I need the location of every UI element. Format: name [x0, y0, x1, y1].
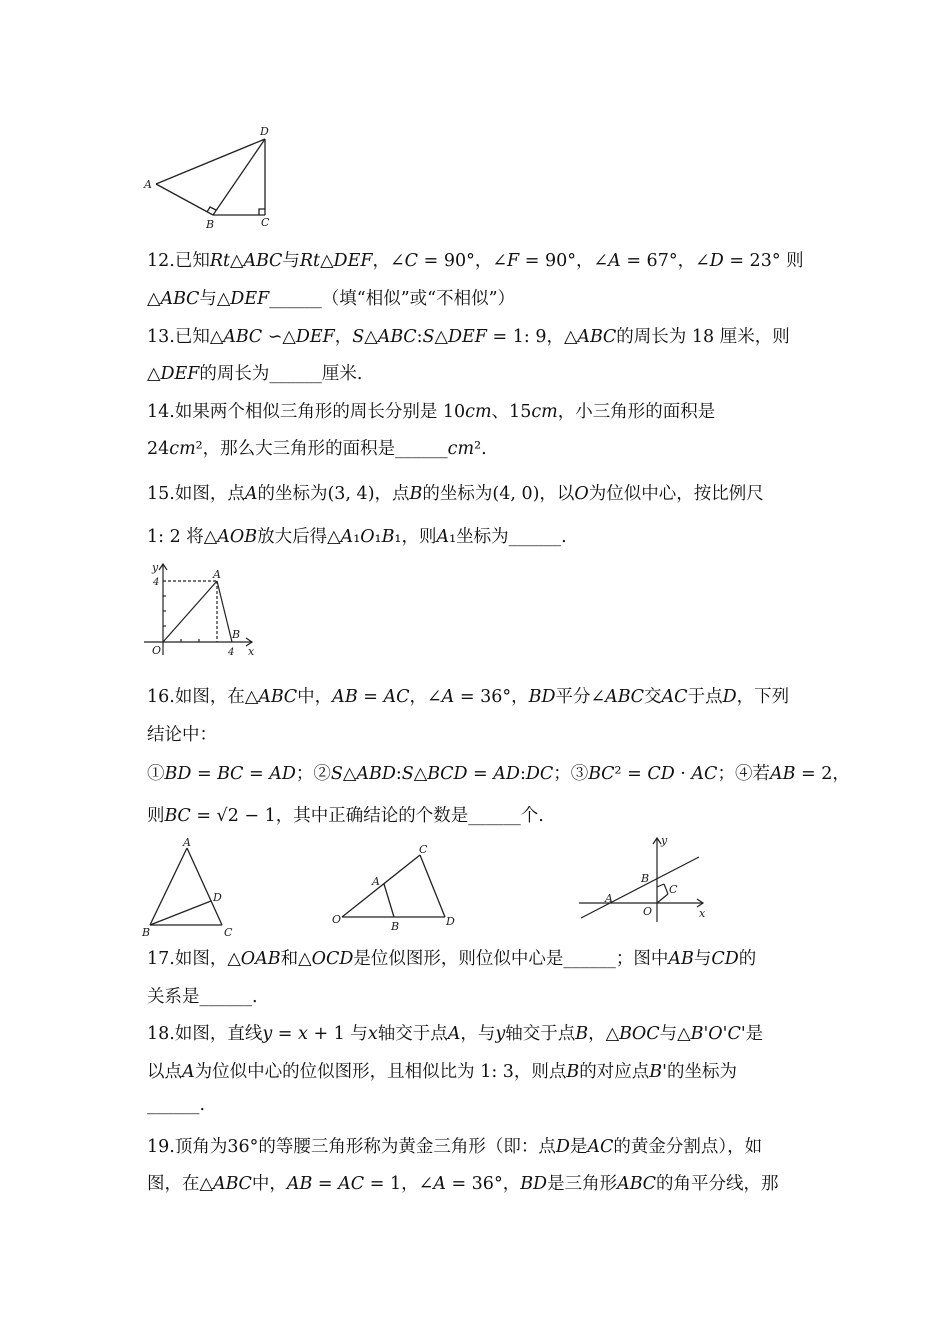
q15-line1: 15.如图，点𝐴的坐标为(3, 4)，点𝐵的坐标为(4, 0)，以𝑂为位似中心，按比例尺	[147, 484, 764, 504]
q17-line1: 17.如图，△𝑂𝐴𝐵和△𝑂𝐶𝐷是位似图形，则位似中心是______；图中𝐴𝐵与𝐶𝐷的	[147, 949, 757, 969]
label-o: O	[643, 905, 653, 918]
q18-line2: 以点𝐴为位似中心的位似图形，且相似比为 1: 3，则点𝐵的对应点𝐵'的坐标为	[147, 1062, 737, 1082]
q16-line1: 16.如图，在△𝐴𝐵𝐶中，𝐴𝐵 = 𝐴𝐶，∠𝐴 = 36°，𝐵𝐷平分∠𝐴𝐵𝐶交𝐴𝐶于点𝐷，下列	[147, 687, 790, 707]
q16-line3: ①𝐵𝐷 = 𝐵𝐶 = 𝐴𝐷；②𝑆△𝐴𝐵𝐷:𝑆△𝐵𝐶𝐷 = 𝐴𝐷:𝐷𝐶；③𝐵𝐶² = 𝐶𝐷 · 𝐴𝐶；④若𝐴𝐵 = 2，	[147, 764, 850, 784]
q12-line2: △𝐴𝐵𝐶与△𝐷𝐸𝐹______（填“相似”或“不相似”）	[147, 289, 516, 309]
tick-y-4: 4	[153, 577, 160, 588]
q18-line3: ______.	[147, 1095, 206, 1115]
axis-y-label: y	[661, 834, 668, 847]
figure-line-axes	[575, 832, 715, 927]
label-b: B	[391, 920, 400, 933]
q19-line1: 19.顶角为36°的等腰三角形称为黄金三角形（即：点𝐷是𝐴𝐶的黄金分割点），如	[147, 1137, 763, 1157]
axis-x-label: x	[699, 907, 706, 920]
q14-line1: 14.如果两个相似三角形的周长分别是 10𝑐𝑚、15𝑐𝑚，小三角形的面积是	[147, 402, 716, 422]
label-a: A	[213, 568, 221, 581]
label-o: O	[332, 913, 342, 926]
figure-homothetic-triangles	[330, 840, 460, 935]
label-b: B	[232, 628, 241, 641]
label-a: A	[144, 178, 152, 191]
label-d: D	[446, 915, 455, 928]
label-d: D	[260, 125, 269, 138]
q15-line2: 1: 2 将△𝐴𝑂𝐵放大后得△𝐴₁𝑂₁𝐵₁，则𝐴₁坐标为______.	[147, 527, 567, 547]
q13-line1: 13.已知△𝐴𝐵𝐶 ∽△𝐷𝐸𝐹，𝑆△𝐴𝐵𝐶:𝑆△𝐷𝐸𝐹 = 1: 9，△𝐴𝐵𝐶的周长为 18 厘米，则	[147, 327, 790, 347]
figure-coordinate-triangle	[140, 560, 270, 660]
tick-x-4: 4	[228, 647, 235, 658]
q12-line1: 12.已知𝑅𝑡△𝐴𝐵𝐶与𝑅𝑡△𝐷𝐸𝐹，∠𝐶 = 90°，∠𝐹 = 90°，∠𝐴 = 67°，∠𝐷 = 23° 则	[147, 251, 804, 271]
label-b: B	[142, 926, 151, 939]
label-b: B	[641, 872, 650, 885]
label-c: C	[669, 883, 678, 896]
axis-x-label: x	[248, 645, 255, 658]
label-c: C	[224, 926, 233, 939]
figure-right-triangles	[140, 122, 280, 232]
q19-line2: 图，在△𝐴𝐵𝐶中，𝐴𝐵 = 𝐴𝐶 = 1，∠𝐴 = 36°，𝐵𝐷是三角形𝐴𝐵𝐶的角平分线，那	[147, 1174, 779, 1194]
q14-line2: 24𝑐𝑚²，那么大三角形的面积是______𝑐𝑚².	[147, 439, 487, 459]
label-c: C	[261, 216, 270, 229]
figure-golden-triangle	[140, 835, 245, 940]
q16-line4: 则𝐵𝐶 = √2 − 1，其中正确结论的个数是______个.	[147, 806, 544, 826]
label-a: A	[183, 836, 191, 849]
label-o: O	[152, 644, 162, 657]
label-c: C	[419, 843, 428, 856]
q13-line2: △𝐷𝐸𝐹的周长为______厘米.	[147, 364, 363, 384]
q18-line1: 18.如图，直线𝑦 = 𝑥 + 1 与𝑥轴交于点𝐴，与𝑦轴交于点𝐵，△𝐵𝑂𝐶与△𝐵'𝑂'𝐶'是	[147, 1024, 764, 1044]
axis-y-label: y	[152, 561, 159, 574]
q17-line2: 关系是______.	[147, 987, 258, 1007]
label-a: A	[605, 892, 613, 905]
label-a: A	[372, 875, 380, 888]
label-d: D	[213, 891, 222, 904]
q16-line2: 结论中：	[147, 725, 217, 745]
label-b: B	[206, 218, 215, 231]
